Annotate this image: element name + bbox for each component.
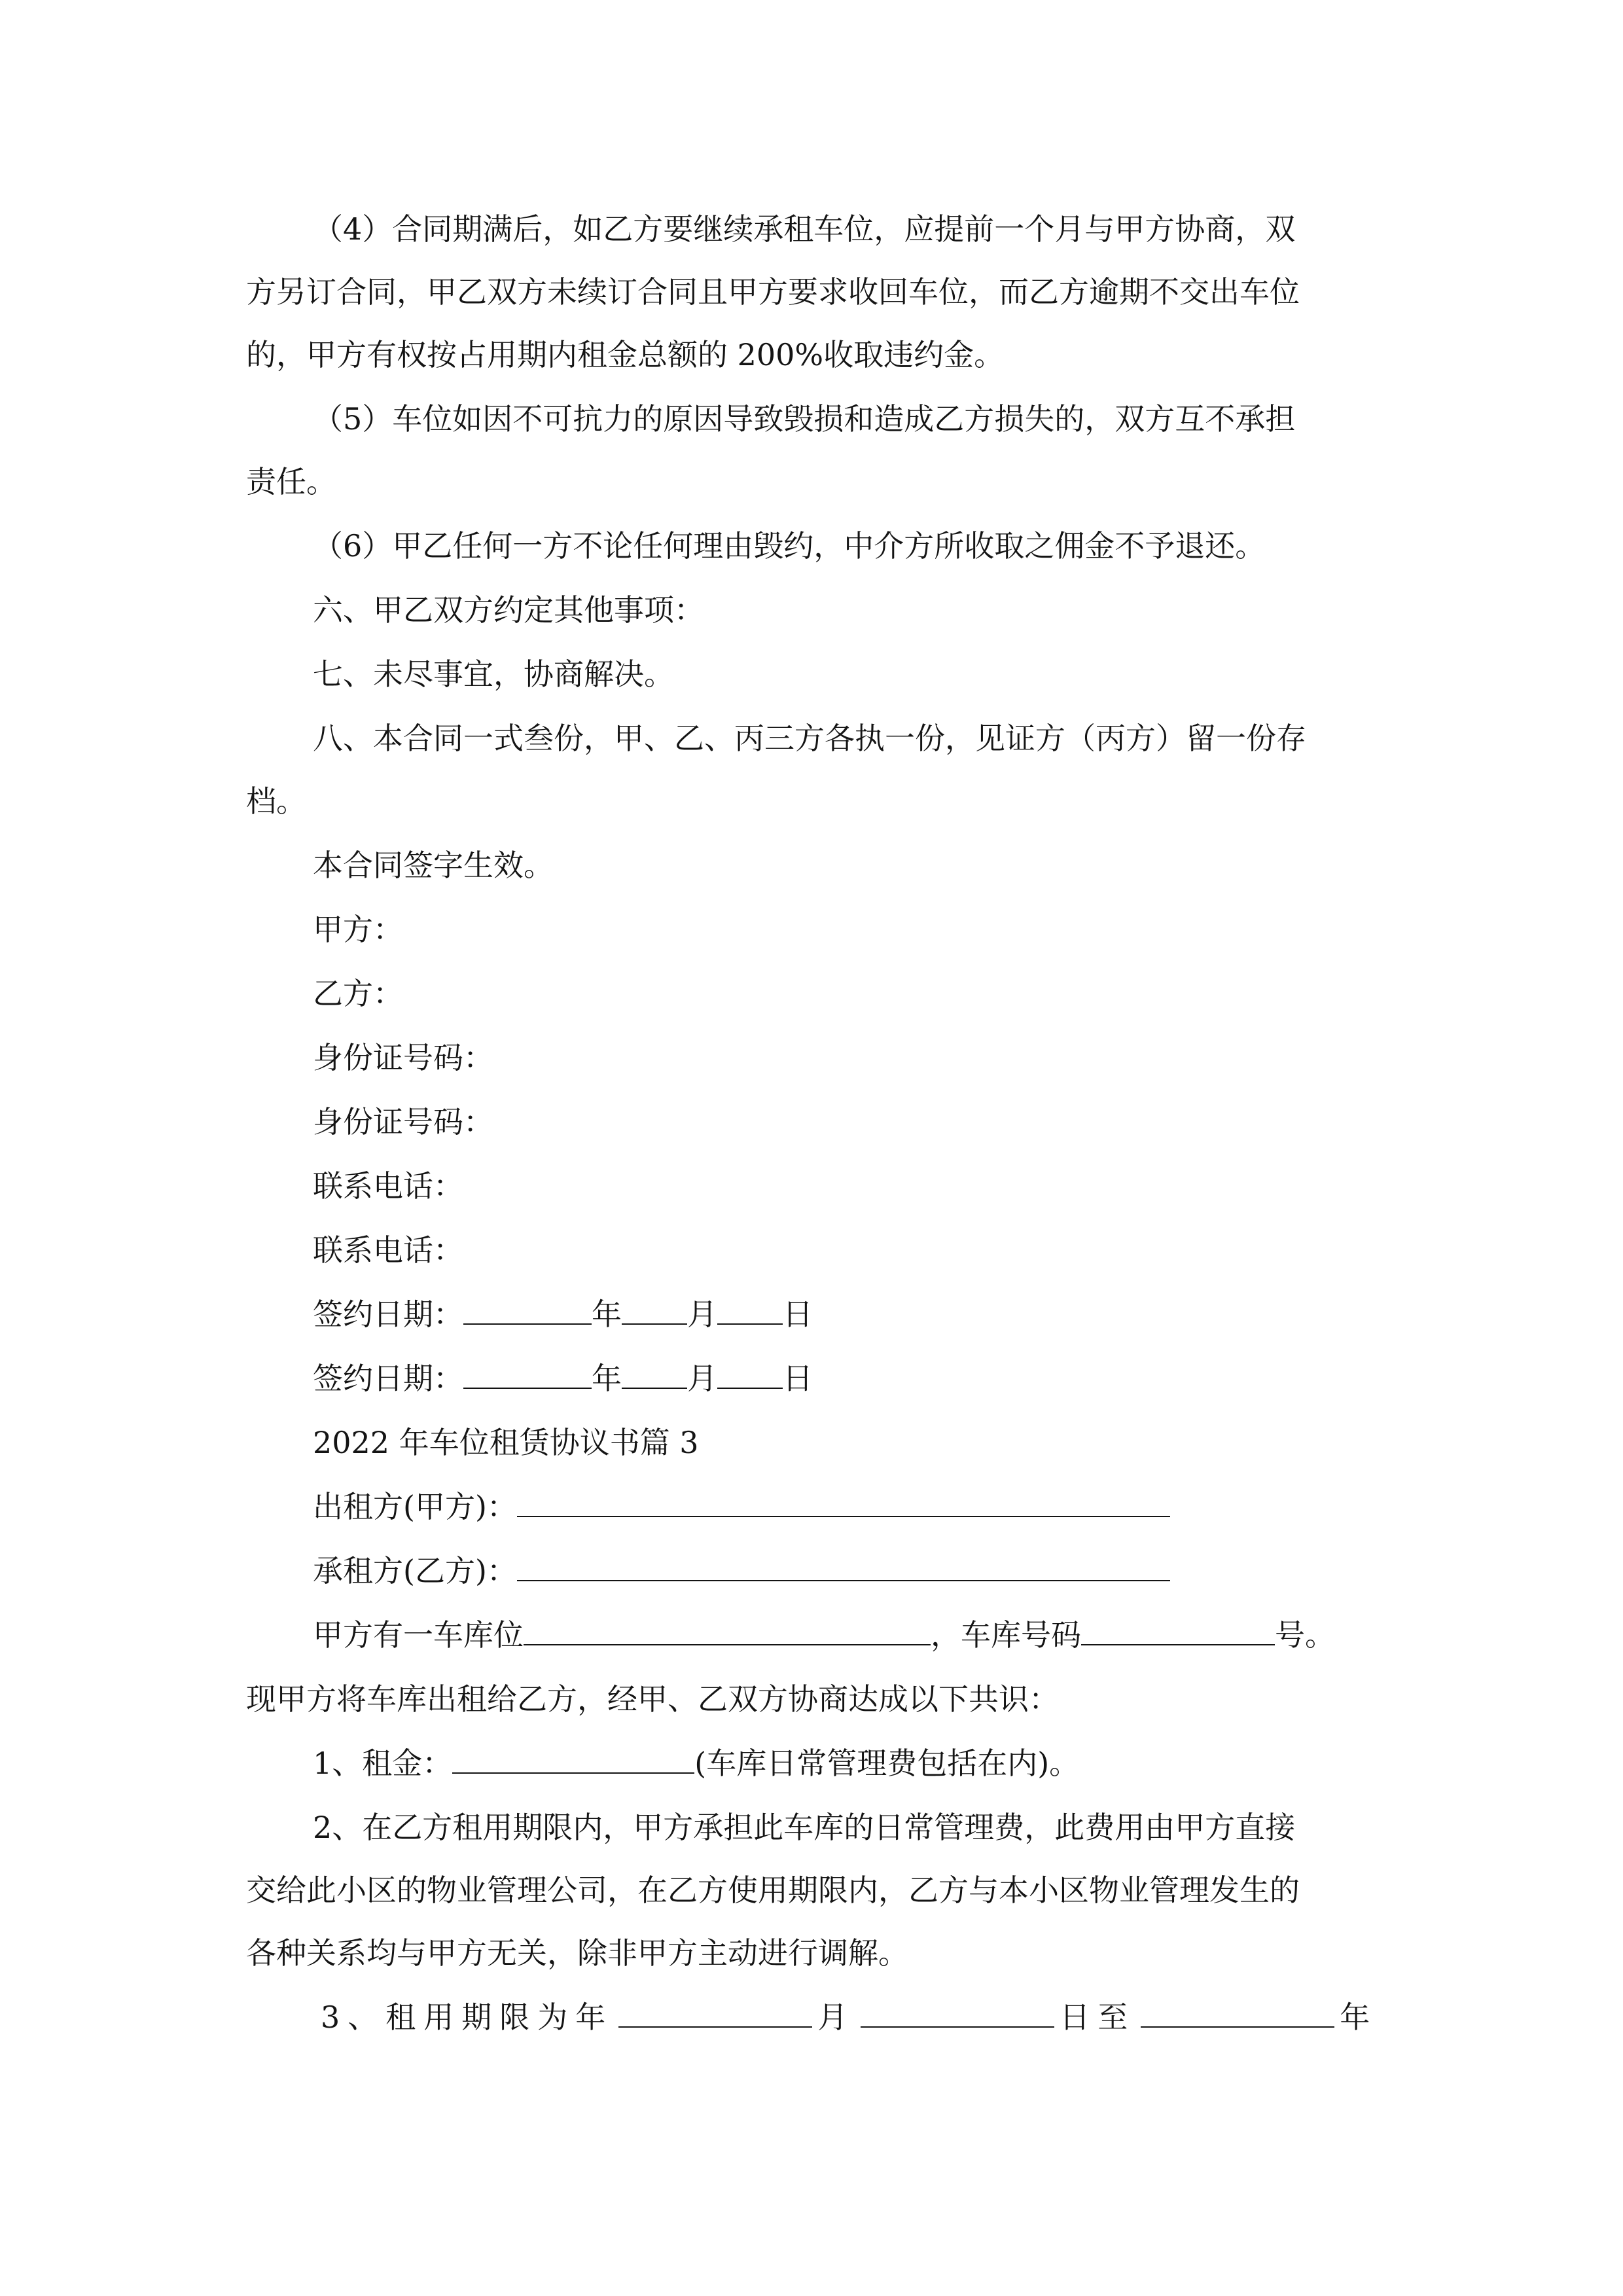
sign-date-line-2	[313, 1359, 1452, 1398]
clause-4-line-3: 的，甲方有权按占用期内租金总额的 200%收取违约金。	[246, 337, 1005, 372]
clause-3-start-year-blank[interactable]	[618, 2000, 812, 2028]
garage-text-b: ，车库号码	[931, 1617, 1081, 1653]
sign-date-month-blank[interactable]	[622, 1297, 687, 1325]
clause-3-day-to: 日至	[1060, 2000, 1136, 2035]
id-number-a-label: 身份证号码：	[313, 1040, 493, 1075]
sign-date-year-blank[interactable]	[463, 1297, 592, 1325]
sign-date-month-blank[interactable]	[622, 1361, 687, 1389]
sign-date-line-1	[313, 1295, 1452, 1334]
lessee-label: 承租方(乙方)：	[313, 1553, 517, 1588]
sign-date-day-blank[interactable]	[717, 1361, 783, 1389]
clause-2-line-2: 交给此小区的物业管理公司，在乙方使用期限内，乙方与本小区物业管理发生的	[246, 1873, 1300, 1908]
lessor-label: 出租方(甲方)：	[313, 1489, 517, 1524]
sign-date-day-blank[interactable]	[717, 1297, 783, 1325]
clause-5-line-1: （5）车位如因不可抗力的原因导致毁损和造成乙方损失的，双方互不承担	[313, 401, 1296, 437]
clause-3-end-blank[interactable]	[1141, 2000, 1334, 2028]
party-b-label: 乙方：	[313, 976, 403, 1011]
sign-date-label: 签约日期：	[313, 1297, 463, 1332]
sign-date-year: 年	[592, 1361, 622, 1396]
clause-3-start-month-blank[interactable]	[861, 2000, 1054, 2028]
lessor-blank[interactable]	[517, 1490, 1170, 1517]
garage-text-a: 甲方有一车库位	[313, 1617, 524, 1653]
clause-3-prefix: 3、租用期限为年	[321, 2000, 614, 2035]
clause-3-year: 年	[1340, 2000, 1378, 2035]
garage-line	[313, 1615, 1452, 1655]
garage-text-c: 号。	[1275, 1617, 1335, 1653]
section-8-line-2: 档。	[246, 783, 306, 819]
phone-a-label: 联系电话：	[313, 1168, 463, 1204]
rent-blank[interactable]	[452, 1746, 694, 1774]
lessor-line	[313, 1487, 1452, 1526]
lessee-line	[313, 1551, 1452, 1590]
rent-line	[313, 1744, 1452, 1783]
section-6: 六、甲乙双方约定其他事项：	[313, 592, 704, 628]
sign-date-month: 月	[687, 1361, 717, 1396]
sign-date-day: 日	[783, 1297, 813, 1332]
id-number-b-label: 身份证号码：	[313, 1104, 493, 1139]
clause-2-line-1: 2、在乙方租用期限内，甲方承担此车库的日常管理费，此费用由甲方直接	[313, 1810, 1296, 1845]
clause-3-month: 月	[817, 2000, 856, 2035]
sign-date-label: 签约日期：	[313, 1361, 463, 1396]
clause-5-line-2: 责任。	[246, 464, 336, 499]
sign-date-year-blank[interactable]	[463, 1361, 592, 1389]
garage-location-blank[interactable]	[524, 1618, 931, 1645]
clause-2-line-3: 各种关系均与甲方无关，除非甲方主动进行调解。	[246, 1935, 908, 1971]
rent-label: 1、租金：	[313, 1746, 453, 1781]
consensus-statement: 现甲方将车库出租给乙方，经甲、乙双方协商达成以下共识：	[246, 1681, 1059, 1717]
article-3-title: 2022 年车位租赁协议书篇 3	[313, 1425, 699, 1460]
sign-date-year: 年	[592, 1297, 622, 1332]
garage-number-blank[interactable]	[1081, 1618, 1275, 1645]
sign-date-day: 日	[783, 1361, 813, 1396]
clause-4-line-1: （4）合同期满后，如乙方要继续承租车位，应提前一个月与甲方协商，双	[313, 211, 1296, 247]
clause-6: （6）甲乙任何一方不论任何理由毁约，中介方所收取之佣金不予退还。	[313, 528, 1266, 564]
phone-b-label: 联系电话：	[313, 1232, 463, 1268]
lessee-blank[interactable]	[517, 1554, 1170, 1581]
clause-4-line-2: 方另订合同，甲乙双方未续订合同且甲方要求收回车位，而乙方逾期不交出车位	[246, 274, 1300, 310]
clause-3-line	[321, 1998, 1378, 2037]
section-8-line-1: 八、本合同一式叁份，甲、乙、丙三方各执一份，见证方（丙方）留一份存	[313, 721, 1306, 756]
rent-note: (车库日常管理费包括在内)。	[694, 1746, 1080, 1781]
party-a-label: 甲方：	[313, 912, 403, 947]
section-7: 七、未尽事宜，协商解决。	[313, 656, 674, 692]
effective-statement: 本合同签字生效。	[313, 848, 554, 883]
sign-date-month: 月	[687, 1297, 717, 1332]
